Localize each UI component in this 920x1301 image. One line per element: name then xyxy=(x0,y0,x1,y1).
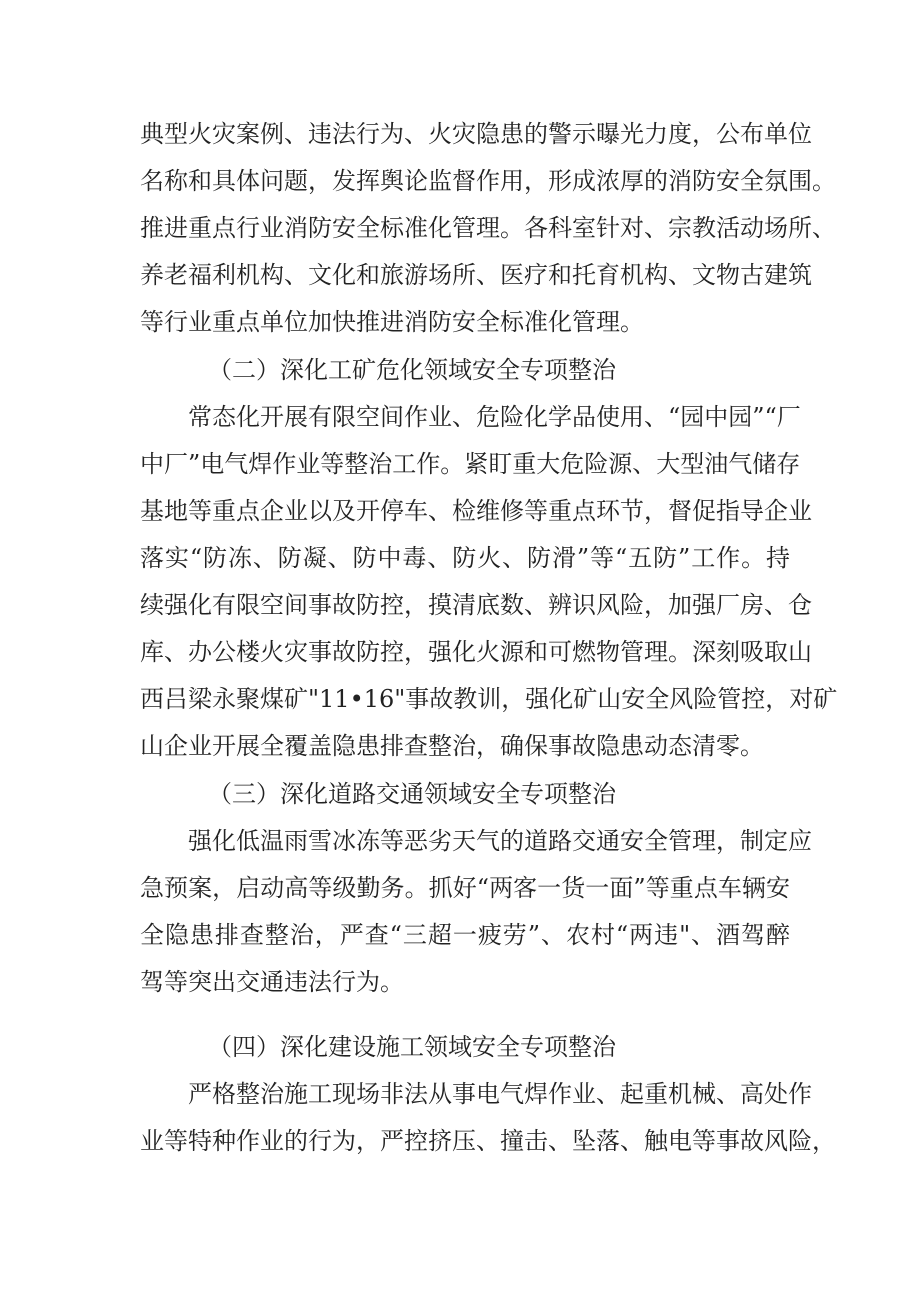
section-heading-4: （四）深化建设施工领域安全专项整治 xyxy=(208,1033,616,1061)
paragraph-2-line-7: 西吕梁永聚煤矿"11•16"事故教训，强化矿山安全风险管控，对矿 xyxy=(140,685,838,713)
paragraph-1-line-2: 名称和具体问题，发挥舆论监督作用，形成浓厚的消防安全氛围。 xyxy=(140,167,836,195)
paragraph-2-line-5: 续强化有限空间事故防控，摸清底数、辨识风险，加强厂房、仓 xyxy=(140,591,812,619)
paragraph-1-line-1: 典型火灾案例、违法行为、火灾隐患的警示曝光力度，公布单位 xyxy=(140,120,812,148)
paragraph-3-line-3: 全隐患排查整治，严查“三超一疲劳”、农村“两违"、酒驾醉 xyxy=(140,921,790,949)
paragraph-2-line-3: 基地等重点企业以及开停车、检维修等重点环节，督促指导企业 xyxy=(140,497,812,525)
paragraph-2-line-6: 库、办公楼火灾事故防控，强化火源和可燃物管理。深刻吸取山 xyxy=(140,638,812,666)
paragraph-2-line-2: 中厂”电气焊作业等整治工作。紧盯重大危险源、大型油气储存 xyxy=(140,450,801,478)
paragraph-4-line-2: 业等特种作业的行为，严控挤压、撞击、坠落、触电等事故风险， xyxy=(140,1127,836,1155)
paragraph-3-line-2: 急预案，启动高等级勤务。抓好“两客一货一面”等重点车辆安 xyxy=(140,874,790,902)
paragraph-3-line-1: 强化低温雨雪冰冻等恶劣天气的道路交通安全管理，制定应 xyxy=(188,827,812,855)
paragraph-4-line-1: 严格整治施工现场非法从事电气焊作业、起重机械、高处作 xyxy=(188,1080,812,1108)
paragraph-1-line-5: 等行业重点单位加快推进消防安全标准化管理。 xyxy=(140,308,644,336)
paragraph-2-line-8: 山企业开展全覆盖隐患排查整治，确保事故隐患动态清零。 xyxy=(140,732,764,760)
paragraph-3-line-4: 驾等突出交通违法行为。 xyxy=(140,968,404,996)
paragraph-2-line-1: 常态化开展有限空间作业、危险化学品使用、“园中园”“厂 xyxy=(188,403,801,431)
section-heading-3: （三）深化道路交通领域安全专项整治 xyxy=(208,780,616,808)
paragraph-2-line-4: 落实“防冻、防凝、防中毒、防火、防滑”等“五防”工作。持 xyxy=(140,544,790,572)
paragraph-1-line-4: 养老福利机构、文化和旅游场所、医疗和托育机构、文物古建筑 xyxy=(140,261,812,289)
section-heading-2: （二）深化工矿危化领域安全专项整治 xyxy=(208,356,616,384)
paragraph-1-line-3: 推进重点行业消防安全标准化管理。各科室针对、宗教活动场所、 xyxy=(140,214,836,242)
